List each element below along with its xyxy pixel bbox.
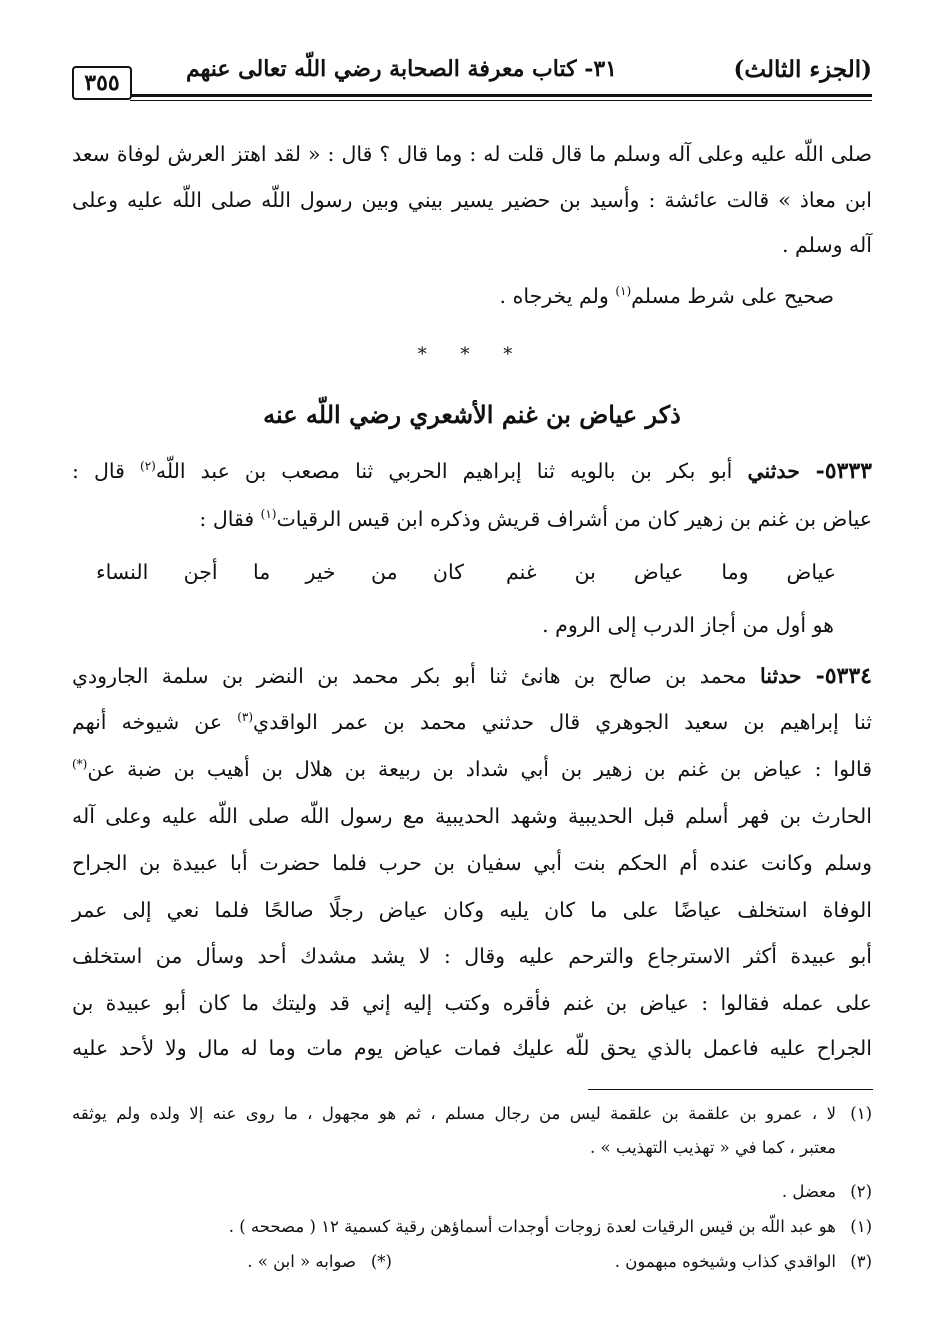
text-line: الحارث بن فهر أسلم قبل الحديبية وشهد الحديبية مع رسول اللّه صلى اللّه عليه وعلى آله (72, 804, 872, 828)
text-line: أبو عبيدة أكثر الاسترجاع والترحم عليه وقال : لا يشد مشدك أحد وسأل من استخلف (72, 944, 872, 968)
text-line: آله وسلم . (782, 233, 872, 257)
text-line: هو أول من أجاز الدرب إلى الروم . (542, 613, 834, 637)
isnad-text: ثنا إبراهيم بن سعيد الجوهري قال حدثني محمد بن عمر الواقدي (253, 710, 873, 734)
text-line: ابن معاذ » قالت عائشة : وأسيد بن حضير يسير بيني وبين رسول اللّه صلى اللّه عليه وعلى (72, 188, 872, 212)
footnote-marker: (٢) (850, 1182, 872, 1201)
footnote-1 (72, 1104, 872, 1123)
text-line (72, 757, 872, 781)
isnad-text: أبو بكر بن بالويه ثنا إبراهيم الحربي ثنا مصعب بن عبد اللّه (155, 459, 748, 483)
hadith-number: ٥٣٣٣- (815, 458, 872, 484)
footnote-2 (72, 1182, 872, 1201)
narration-text-end: فقال : (199, 507, 261, 531)
footnote-marker: (*) (370, 1252, 392, 1271)
footnote-5 (72, 1252, 392, 1271)
section-separator: * * * (417, 344, 527, 365)
page-number: ٣٥٥ (72, 66, 132, 100)
text-line: الجراح عليه فاعمل بالذي يحق للّه عليك فمات عياض يوم مات وما له مال ولا لأحد عليه (72, 1036, 872, 1060)
volume-label: (الجزء الثالث) (733, 56, 872, 83)
footnote-ref: (١) (615, 284, 632, 299)
footnote-3 (72, 1217, 872, 1236)
text-line (72, 710, 872, 734)
narration-word: حدثني (747, 459, 816, 483)
header-rule-thin (130, 100, 872, 101)
text-line: صلى اللّه عليه وعلى آله وسلم ما قال قلت له : وما قال ؟ قال : « لقد اهتز العرش لوفاة سعد (72, 142, 872, 166)
footnote-separator (588, 1089, 873, 1090)
grading-text: صحيح على شرط مسلم (631, 284, 834, 308)
poetry-verse (96, 560, 836, 592)
section-heading: ذكر عياض بن غنم الأشعري رضي اللّه عنه (263, 400, 681, 429)
footnote-text: لا ، عمرو بن علقمة بن علقمة ليس من رجال مسلم ، ثم هو مجهول ، ما روى عنه إلا ولده ولم يوثقه (72, 1104, 836, 1123)
chapter-title: ٣١- كتاب معرفة الصحابة رضي اللّه تعالى عنهم (185, 56, 617, 82)
text-line (72, 507, 872, 531)
footnote-text: صوابه « ابن » . (247, 1252, 356, 1271)
footnote-text: الواقدي كذاب وشيخوه مبهمون . (614, 1252, 836, 1271)
hadith-number: ٥٣٣٤- (815, 663, 872, 689)
grading-text-end: ولم يخرجاه . (499, 284, 616, 308)
narration-word: حدثنا (760, 664, 816, 688)
footnote-text: هو عبد اللّه بن قيس الرقيات لعدة زوجات أوجدات أسماؤهن رقية كسمية ١٢ ( مصححه ) . (228, 1217, 836, 1236)
text-line: الوفاة استخلف عياضًا على ما كان يليه وكان عياض رجلًا صالحًا فلما نعي إلى عمر (72, 898, 872, 922)
verse-second-hemistich: كان من خير ما أجن النساء (96, 560, 464, 584)
footnote-ref: (١) (260, 507, 277, 522)
footnote-text: معضل . (781, 1182, 836, 1201)
header-rule (130, 94, 872, 97)
text-line: وسلم وكانت عنده أم الحكم بنت أبي سفيان بن حرب فلما حضرت أبا عبيدة بن الجراح (72, 851, 872, 875)
footnote-ref: (٣) (237, 710, 254, 725)
footnote-1-continued: معتبر ، كما في « تهذيب التهذيب » . (590, 1138, 836, 1157)
footnote-4 (72, 1252, 872, 1271)
running-header (72, 54, 872, 102)
text-line: على عمله فقالوا : عياض بن غنم فأقره وكتب إليه إني قد وليتك ما كان أبو عبيدة بن (72, 991, 872, 1015)
footnote-ref: (٢) (140, 459, 156, 474)
narration-text: عياض بن غنم بن زهير كان من أشراف قريش وذكره ابن قيس الرقيات (276, 507, 872, 531)
footnote-marker: (١) (850, 1217, 872, 1236)
verse-first-hemistich: عياض وما عياض بن غنم (506, 560, 836, 584)
hadith-5333-line (72, 458, 872, 484)
isnad-text-end: عن شيوخه أنهم (72, 710, 238, 734)
hadith-5334-line (72, 663, 872, 689)
narration-text: قالوا : عياض بن غنم بن زهير بن أبي شداد بن ربيعة بن هلال بن أهيب بن ضبة عن (87, 757, 872, 781)
footnote-marker: (٣) (850, 1252, 872, 1271)
footnote-ref: (*) (72, 757, 88, 772)
isnad-text: محمد بن صالح بن هانئ ثنا أبو بكر محمد بن النضر بن سلمة الجارودي (72, 664, 761, 688)
footnote-marker: (١) (850, 1104, 872, 1123)
isnad-text-end: قال : (72, 459, 140, 483)
grading-line (72, 284, 834, 308)
